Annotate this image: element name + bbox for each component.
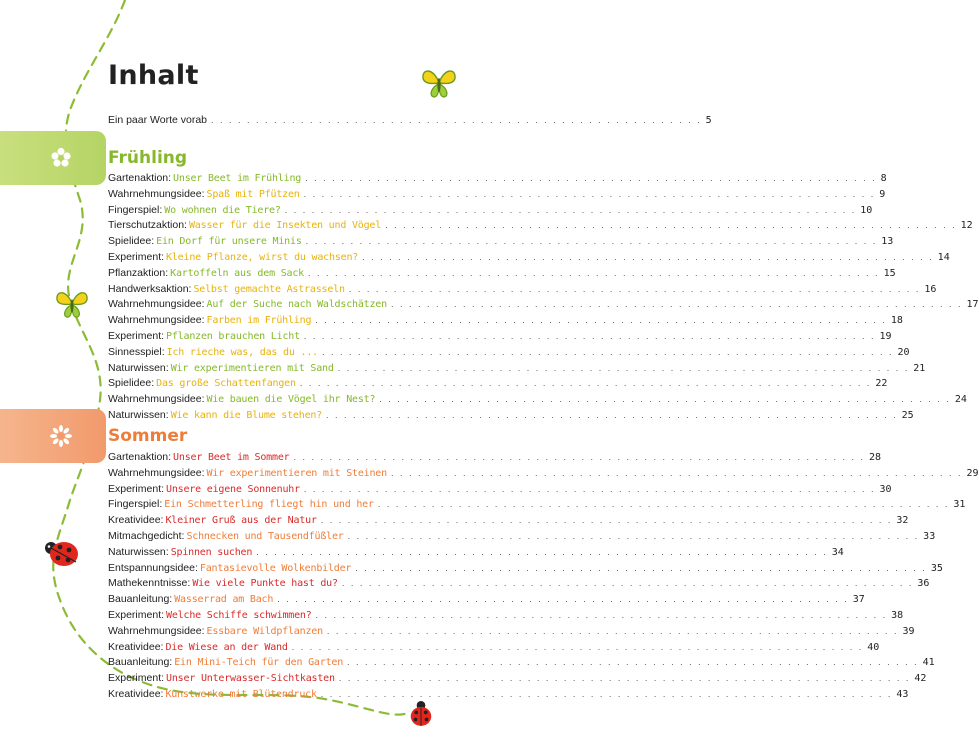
- leader-dots: . . . . . . . . . . . . . . . . . . . . . . . . . . . . . . . . . . . . . . . . . . . . . . . . . . . . . . . . . . . . . . . .: [337, 362, 910, 373]
- toc-entry[interactable]: [108, 577, 930, 593]
- toc-entry-label: Gartenaktion:: [108, 172, 172, 184]
- toc-entry-topic: Ein Mini-Teich für den Garten: [174, 657, 344, 669]
- toc-entry[interactable]: [108, 235, 894, 251]
- page-number: 5: [705, 115, 712, 126]
- leader-dots: . . . . . . . . . . . . . . . . . . . . . . . . . . . . . . . . . . . . . . . . . . . . . . . . . . . . . . . . . . . . . . . .: [341, 578, 914, 589]
- leader-dots: . . . . . . . . . . . . . . . . . . . . . . . . . . . . . . . . . . . . . . . . . . . . . . . . . . . . . . . . . . . . . . . .: [355, 562, 927, 573]
- toc-entry-topic: Farben im Frühling: [206, 315, 312, 327]
- butterfly-icon: [420, 66, 458, 100]
- leader-dots: . . . . . . . . . . . . . . . . . . . . . . . . . . . . . . . . . . . . . . . . . . . . . . . . . . . . . . . . . . . . . . . .: [390, 467, 963, 478]
- toc-entry-label: Pflanzaktion:: [108, 266, 169, 279]
- page-number: 24: [954, 394, 967, 406]
- toc-entry-topic: Wir experimentieren mit Steinen: [206, 467, 387, 479]
- toc-entry-label: Wahrnehmungsidee:: [108, 393, 205, 406]
- page-number: 14: [937, 252, 950, 263]
- ladybug-icon: [42, 536, 80, 570]
- leader-dots: . . . . . . . . . . . . . . . . . . . . . . . . . . . . . . . . . . . . . . . . . . . . . . . . . . . . . . . . . . . . . . . .: [303, 483, 876, 494]
- page-number: 18: [890, 315, 903, 327]
- toc-entry-topic: Ein Dorf für unsere Minis: [156, 236, 302, 248]
- page-number: 16: [924, 283, 937, 295]
- toc-entry-label: Bauanleitung:: [108, 656, 173, 669]
- page-number: 28: [869, 452, 882, 463]
- toc-entry[interactable]: [108, 298, 979, 314]
- toc-entry-label: Naturwissen:: [108, 409, 169, 421]
- toc-entry-topic: Auf der Suche nach Waldschätzen: [206, 299, 387, 311]
- toc-entry[interactable]: [108, 545, 844, 562]
- leader-dots: . . . . . . . . . . . . . . . . . . . . . . . . . . . . . . . . . . . . . . . . . . . . . . . . . . . . . . . . . . . . . . . .: [320, 515, 893, 526]
- toc-entry-intro[interactable]: [108, 114, 712, 130]
- toc-entry-topic: Pflanzen brauchen Licht: [166, 331, 300, 342]
- page-number: 21: [913, 362, 926, 374]
- toc-entry[interactable]: [108, 187, 886, 204]
- leader-dots: . . . . . . . . . . . . . . . . . . . . . . . . . . . . . . . . . . . . . . . . . . . . . . . . . . . . . . . . . . . . . . . .: [315, 610, 888, 620]
- toc-entry[interactable]: [108, 561, 943, 578]
- leader-dots: . . . . . . . . . . . . . . . . . . . . . . . . . . . . . . . . . . . . . . . . . . . . . . . . . . . . . . . . . . . . . . . .: [308, 267, 880, 278]
- toc-entry[interactable]: [108, 361, 926, 378]
- leader-dots: . . . . . . . . . . . . . . . . . . . . . . . . . . . . . . . . . . . . . . . . . . . . . . . . . . . . . . . . . . . . . . . .: [321, 346, 894, 357]
- leader-dots: . . . . . . . . . . . . . . . . . . . . . . . . . . . . . . . . . . . . . . . . . . . . . . . . . . . . . . . . . . . . . . . .: [385, 220, 957, 231]
- toc-entry[interactable]: [108, 409, 914, 425]
- toc-entry-label: Wahrnehmungsidee:: [108, 298, 205, 311]
- page-number: 37: [852, 594, 865, 606]
- toc-entry-topic: Wie kann die Blume stehen?: [170, 410, 323, 421]
- page-title: Inhalt: [108, 60, 199, 91]
- toc-entry-topic: Kleiner Gruß aus der Natur: [165, 515, 317, 527]
- leader-dots: . . . . . . . . . . . . . . . . . . . . . . . . . . . . . . . . . . . . . . . . . . . . . . . . . . . . . . . . . . . . . . . .: [362, 252, 934, 262]
- page-number: 25: [901, 410, 914, 421]
- leader-dots: . . . . . . . . . . . . . . . . . . . . . . . . . . . . . . . . . . . . . . . . . . . . . . . . . . . . . . . . . . . . . . . .: [320, 689, 893, 699]
- toc-entry-label: Tierschutzaktion:: [108, 219, 187, 232]
- spring-section-tab: [0, 131, 106, 185]
- toc-entry[interactable]: [108, 593, 865, 609]
- page-number: 8: [880, 173, 887, 184]
- page-number: 10: [860, 204, 873, 216]
- toc-entry[interactable]: [108, 482, 892, 499]
- page-number: 33: [923, 531, 936, 542]
- page-number: 9: [879, 188, 886, 200]
- page-number: 15: [883, 267, 896, 279]
- toc-entry[interactable]: [108, 345, 910, 362]
- leader-dots: . . . . . . . . . . . . . . . . . . . . . . . . . . . . . . . . . . . . . . . . . . . . . . . . . . . . . . . . . . . . . . . .: [291, 641, 864, 652]
- leader-dots: . . . . . . . . . . . . . . . . . . . . . . . . . . . . . . . . . . . . . . . . . . . . . . . . . . . . . . . . . . . . . . . .: [299, 378, 872, 389]
- leader-dots: . . . . . . . . . . . . . . . . . . . . . . . . . . . . . . . . . . . . . . . . . . . . . . . . . . . . . . . . . . . . . . . .: [303, 331, 876, 341]
- section-title-spring: Frühling: [108, 148, 188, 168]
- toc-entry-label: Mathekenntnisse:: [108, 577, 191, 590]
- page-number: 39: [902, 625, 915, 637]
- toc-entry[interactable]: [108, 688, 909, 704]
- page-number: 17: [966, 299, 979, 311]
- page-number: 38: [891, 610, 904, 621]
- toc-entry-topic: Wo wohnen die Tiere?: [164, 204, 281, 216]
- toc-entry-topic: Wir experimentieren mit Sand: [170, 362, 334, 374]
- toc-entry[interactable]: [108, 203, 873, 220]
- page-number: 41: [922, 657, 935, 669]
- page-number: 35: [930, 562, 943, 574]
- toc-entry-topic: Kartoffeln aus dem Sack: [170, 267, 304, 279]
- toc-entry-topic: Essbare Wildpflanzen: [206, 625, 323, 637]
- page-number: 42: [914, 673, 927, 685]
- sun-flower-icon: [50, 425, 72, 447]
- summer-section-tab: [0, 409, 106, 463]
- toc-entry-label: Experiment:: [108, 609, 165, 621]
- toc-entry[interactable]: [108, 514, 909, 530]
- toc-entry-topic: Kleine Pflanze, wirst du wachsen?: [166, 252, 359, 263]
- toc-entry-topic: Wie viele Punkte hast du?: [192, 578, 338, 590]
- leader-dots: . . . . . . . . . . . . . . . . . . . . . . . . . . . . . . . . . . . . . . . . . . . . . . . . . . . . . . . . . . . . . . . .: [256, 546, 828, 557]
- toc-entry-label: Handwerksaktion:: [108, 282, 192, 295]
- page-number: 43: [896, 689, 909, 700]
- butterfly-icon: [54, 288, 90, 320]
- toc-entry-label: Kreatividee:: [108, 514, 164, 527]
- toc-entry-label: Gartenaktion:: [108, 451, 172, 463]
- page-number: 12: [960, 220, 973, 232]
- leader-dots: . . . . . . . . . . . . . . . . . . . . . . . . . . . . . . . . . . . . . . . . . . . . . . . . . . . . . . . . . . . . . . . .: [379, 394, 951, 405]
- toc-entry-label: Kreatividee:: [108, 640, 164, 653]
- page-number: 40: [867, 641, 880, 653]
- page-number: 13: [881, 236, 894, 248]
- toc-entry-label: Experiment:: [108, 672, 165, 685]
- ladybug-icon: [406, 700, 436, 728]
- toc-entry-label: Fingerspiel:: [108, 203, 163, 216]
- toc-entry[interactable]: [108, 282, 937, 299]
- page-number: 30: [879, 483, 892, 495]
- toc-entry[interactable]: [108, 251, 950, 267]
- toc-entry-topic: Spinnen suchen: [170, 546, 253, 558]
- toc-entry[interactable]: [108, 609, 904, 625]
- toc-entry[interactable]: [108, 530, 936, 546]
- leader-dots: . . . . . . . . . . . . . . . . . . . . . . . . . . . . . . . . . . . . . . . . . . . . . . . . . . . . . . . . . . . . . . . .: [305, 236, 878, 247]
- toc-entry-topic: Ich rieche was, das du ...: [166, 346, 318, 358]
- leader-dots: . . . . . . . . . . . . . . . . . . . . . . . . . . . . . . . . . . . . . . . . . . . . . . . . . . . . . . . . . . . . . . . .: [277, 594, 849, 605]
- leader-dots: . . . . . . . . . . . . . . . . . . . . . . . . . . . . . . . . . . . . . . . . . . . . . . . . . . . . . . . . . . . . . . . .: [326, 410, 898, 420]
- toc-entry-topic: Fantasievolle Wolkenbilder: [199, 562, 352, 574]
- toc-entry-label: Wahrnehmungsidee:: [108, 624, 205, 637]
- page-number: 20: [897, 346, 910, 358]
- flower-icon: [50, 147, 72, 169]
- leader-dots: . . . . . . . . . . . . . . . . . . . . . . . . . . . . . . . . . . . . . . . . . . . . . . . . . . . . . . . . . . . . . . . .: [303, 188, 876, 199]
- toc-entry-topic: Kunstwerke mit Blütendruck: [165, 689, 317, 700]
- toc-entry-topic: Wasser für die Insekten und Vögel: [188, 220, 382, 232]
- toc-entry[interactable]: [108, 219, 973, 235]
- toc-entry-label: Spielidee:: [108, 377, 155, 390]
- toc-entry-topic: Unser Unterwasser-Sichtkasten: [166, 673, 335, 685]
- toc-entry[interactable]: [108, 672, 927, 688]
- leader-dots: . . . . . . . . . . . . . . . . . . . . . . . . . . . . . . . . . . . . . . . . . . . . . . . . . . . . . . . . . . . . . . . .: [347, 657, 919, 668]
- toc-entry[interactable]: [108, 451, 882, 467]
- toc-entry-label: Mitmachgedicht:: [108, 530, 185, 542]
- toc-entry-label: Wahrnehmungsidee:: [108, 466, 205, 479]
- toc-entry-label: Naturwissen:: [108, 545, 169, 558]
- page-number: 34: [831, 546, 844, 558]
- toc-entry-topic: Die Wiese an der Wand: [165, 641, 288, 653]
- page-number: 29: [966, 467, 979, 479]
- toc-entry[interactable]: [108, 330, 892, 346]
- toc-entry[interactable]: [108, 393, 967, 409]
- leader-dots: . . . . . . . . . . . . . . . . . . . . . . . . . . . . . . . . . . . . . . . . . . . . . . . . . . . . . . . . . . . . . . . .: [326, 625, 899, 636]
- toc-entry-label: Experiment:: [108, 251, 165, 263]
- leader-dots: . . . . . . . . . . . . . . . . . . . . . . . . . . . . . . . . . . . . . . . . . . . . . . . . . . . . . . . . . . . . . . . .: [347, 531, 920, 541]
- toc-entry-label: Bauanleitung:: [108, 593, 173, 606]
- page-number: 22: [875, 378, 888, 390]
- toc-entry-topic: Spaß mit Pfützen: [206, 188, 300, 200]
- page-number: 31: [953, 499, 966, 511]
- toc-entry-topic: Welche Schiffe schwimmen?: [166, 610, 312, 621]
- leader-dots: . . . . . . . . . . . . . . . . . . . . . . . . . . . . . . . . . . . . . . . . . . . . . . . . . . . . . . . . . . . . . . . .: [305, 173, 877, 183]
- toc-entry-label: Experiment:: [108, 330, 165, 342]
- toc-entry[interactable]: [108, 314, 903, 330]
- toc-entry-topic: Ein Schmetterling fliegt hin und her: [164, 499, 374, 511]
- toc-entry[interactable]: [108, 172, 887, 188]
- toc-entry[interactable]: [108, 656, 935, 672]
- leader-dots: . . . . . . . . . . . . . . . . . . . . . . . . . . . . . . . . . . . . . . . . . . . . . . . . . . . . . . . . . . . . . . . .: [293, 452, 866, 462]
- page-number: 32: [896, 515, 909, 527]
- section-title-summer: Sommer: [108, 426, 188, 446]
- toc-entry-topic: Selbst gemachte Astrasseln: [193, 283, 345, 295]
- leader-dots: . . . . . . . . . . . . . . . . . . . . . . . . . . . . . . . . . . . . . . . . . . . . . . . . . . . . . . . . . . . . . . . .: [390, 299, 963, 310]
- toc-entry-label: Spielidee:: [108, 235, 155, 248]
- toc-entry-label: Kreatividee:: [108, 688, 164, 700]
- leader-dots: . . . . . . . . . . . . . . . . . . . . . . . . . . . . . . . . . . . . . . . . . . . . . . . . . . . . . . . . . . . . . . . .: [348, 283, 921, 294]
- toc-entry[interactable]: [108, 377, 888, 393]
- toc-entry-label: Naturwissen:: [108, 361, 169, 374]
- toc-entry-topic: Unser Beet im Sommer: [173, 452, 290, 463]
- toc-entry-label: Wahrnehmungsidee:: [108, 314, 205, 327]
- page-number: 36: [917, 578, 930, 590]
- leader-dots: . . . . . . . . . . . . . . . . . . . . . . . . . . . . . . . . . . . . . . . . . . . . . . . . . . . . . . . . . . . . . . . .: [284, 204, 857, 215]
- toc-entry-label: Wahrnehmungsidee:: [108, 187, 205, 200]
- leader-dots: . . . . . . . . . . . . . . . . . . . . . . . . . . . . . . . . . . . . . . . . . . . . . . . . . . . . . . . . . . . . . . . .: [377, 499, 950, 510]
- toc-entry-label: Sinnesspiel:: [108, 345, 165, 358]
- toc-entry-topic: Unsere eigene Sonnenuhr: [166, 483, 300, 495]
- toc-entry-label: Fingerspiel:: [108, 498, 163, 511]
- toc-entry[interactable]: [108, 498, 966, 514]
- toc-entry-topic: Unser Beet im Frühling: [173, 173, 302, 184]
- toc-entry-label: Experiment:: [108, 482, 165, 495]
- toc-entry[interactable]: [108, 266, 896, 283]
- toc-entry-label: Ein paar Worte vorab: [108, 114, 208, 126]
- toc-entry-topic: Wie bauen die Vögel ihr Nest?: [206, 394, 376, 406]
- leader-dots: . . . . . . . . . . . . . . . . . . . . . . . . . . . . . . . . . . . . . . . . . . . . . . . . . . . . . . . . . . . . . . . .: [338, 673, 911, 684]
- leader-dots: . . . . . . . . . . . . . . . . . . . . . . . . . . . . . . . . . . . . . . . . . . . . . . . . . . . . . . .: [211, 115, 702, 125]
- leader-dots: . . . . . . . . . . . . . . . . . . . . . . . . . . . . . . . . . . . . . . . . . . . . . . . . . . . . . . . . . . . . . . . .: [315, 315, 887, 326]
- toc-entry-topic: Wasserrad am Bach: [174, 594, 274, 606]
- toc-entry[interactable]: [108, 640, 880, 657]
- page-number: 19: [879, 331, 892, 342]
- toc-entry-topic: Schnecken und Tausendfüßler: [186, 531, 344, 542]
- toc-entry[interactable]: [108, 624, 915, 641]
- toc-entry[interactable]: [108, 466, 979, 483]
- toc-entry-label: Entspannungsidee:: [108, 561, 198, 574]
- toc-entry-topic: Das große Schattenfangen: [156, 378, 296, 390]
